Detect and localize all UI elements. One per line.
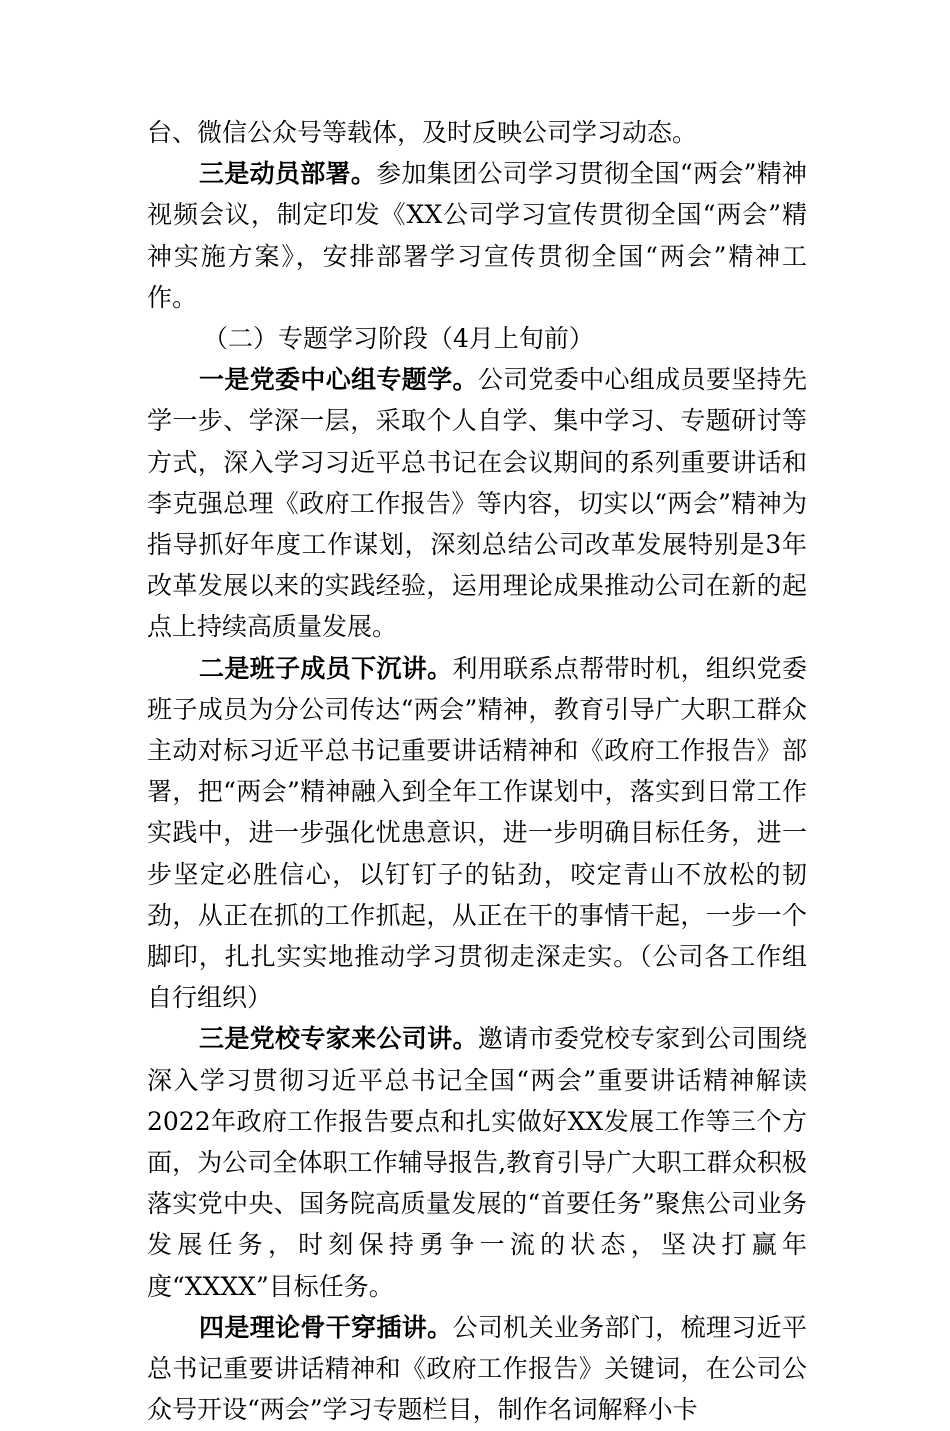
paragraph-lead: 二是班子成员下沉讲。	[199, 653, 453, 683]
paragraph-lead: 三是动员部署。	[199, 159, 377, 189]
paragraph-text: 邀请市委党校专家到公司围绕深入学习贯彻习近平总书记全国“两会”重要讲话精神解读2022年政府工作报告要点和扎实做好XX发展工作等三个方面，为公司全体职工作辅导报告,教育引导广大职工群众积极落实党中央、国务院高质量发展的“首要任务”聚焦公司业务发展任务，时刻保持勇争一流的状态，坚决打赢年度“XXXX”目标任务。	[147, 1024, 807, 1301]
paragraph-lead: 一是党委中心组专题学。	[199, 365, 478, 395]
paragraph-text: 参加集团公司学习贯彻全国“两会”精神视频会议，制定印发《XX公司学习宣传贯彻全国“两会”精神实施方案》，安排部署学习宣传贯彻全国“两会”精神工作。	[147, 159, 807, 312]
paragraph-text: 利用联系点帮带时机，组织党委班子成员为分公司传达“两会”精神，教育引导广大职工群众主动对标习近平总书记重要讲话精神和《政府工作报告》部署，把“两会”精神融入到全年工作谋划中，落实到日常工作实践中，进一步强化忧患意识，进一步明确目标任务，进一步坚定必胜信心，以钉钉子的钻劲，咬定青山不放松的韧劲，从正在抓的工作抓起，从正在干的事情干起，一步一个脚印，扎扎实实地推动学习贯彻走深走实。（公司各工作组自行组织）	[147, 653, 807, 1013]
paragraph-text: 公司机关业务部门，梳理习近平总书记重要讲话精神和《政府工作报告》关键词，在公司公众号开设“两会”学习专题栏目，制作名词解释小卡	[147, 1312, 807, 1425]
paragraph-mobilization	[147, 153, 807, 318]
paragraph-theory-backbone	[147, 1307, 807, 1431]
section-heading	[147, 318, 807, 359]
document-body	[147, 112, 807, 1431]
paragraph-central-group	[147, 359, 807, 647]
paragraph-team-members	[147, 648, 807, 1019]
paragraph-lead: 三是党校专家来公司讲。	[199, 1024, 478, 1054]
paragraph-text: 公司党委中心组成员要坚持先学一步、学深一层，采取个人自学、集中学习、专题研讨等方式，深入学习习近平总书记在会议期间的系列重要讲话和李克强总理《政府工作报告》等内容，切实以“两会”精神为指导抓好年度工作谋划，深刻总结公司改革发展特别是3年改革发展以来的实践经验，运用理论成果推动公司在新的起点上持续高质量发展。	[147, 365, 807, 642]
paragraph-party-school	[147, 1018, 807, 1306]
paragraph-lead: 四是理论骨干穿插讲。	[199, 1312, 453, 1342]
paragraph-continuation	[147, 112, 807, 153]
section-heading-text: （二）专题学习阶段（4月上旬前）	[203, 324, 594, 354]
paragraph-text: 台、微信公众号等载体，及时反映公司学习动态。	[147, 118, 698, 147]
